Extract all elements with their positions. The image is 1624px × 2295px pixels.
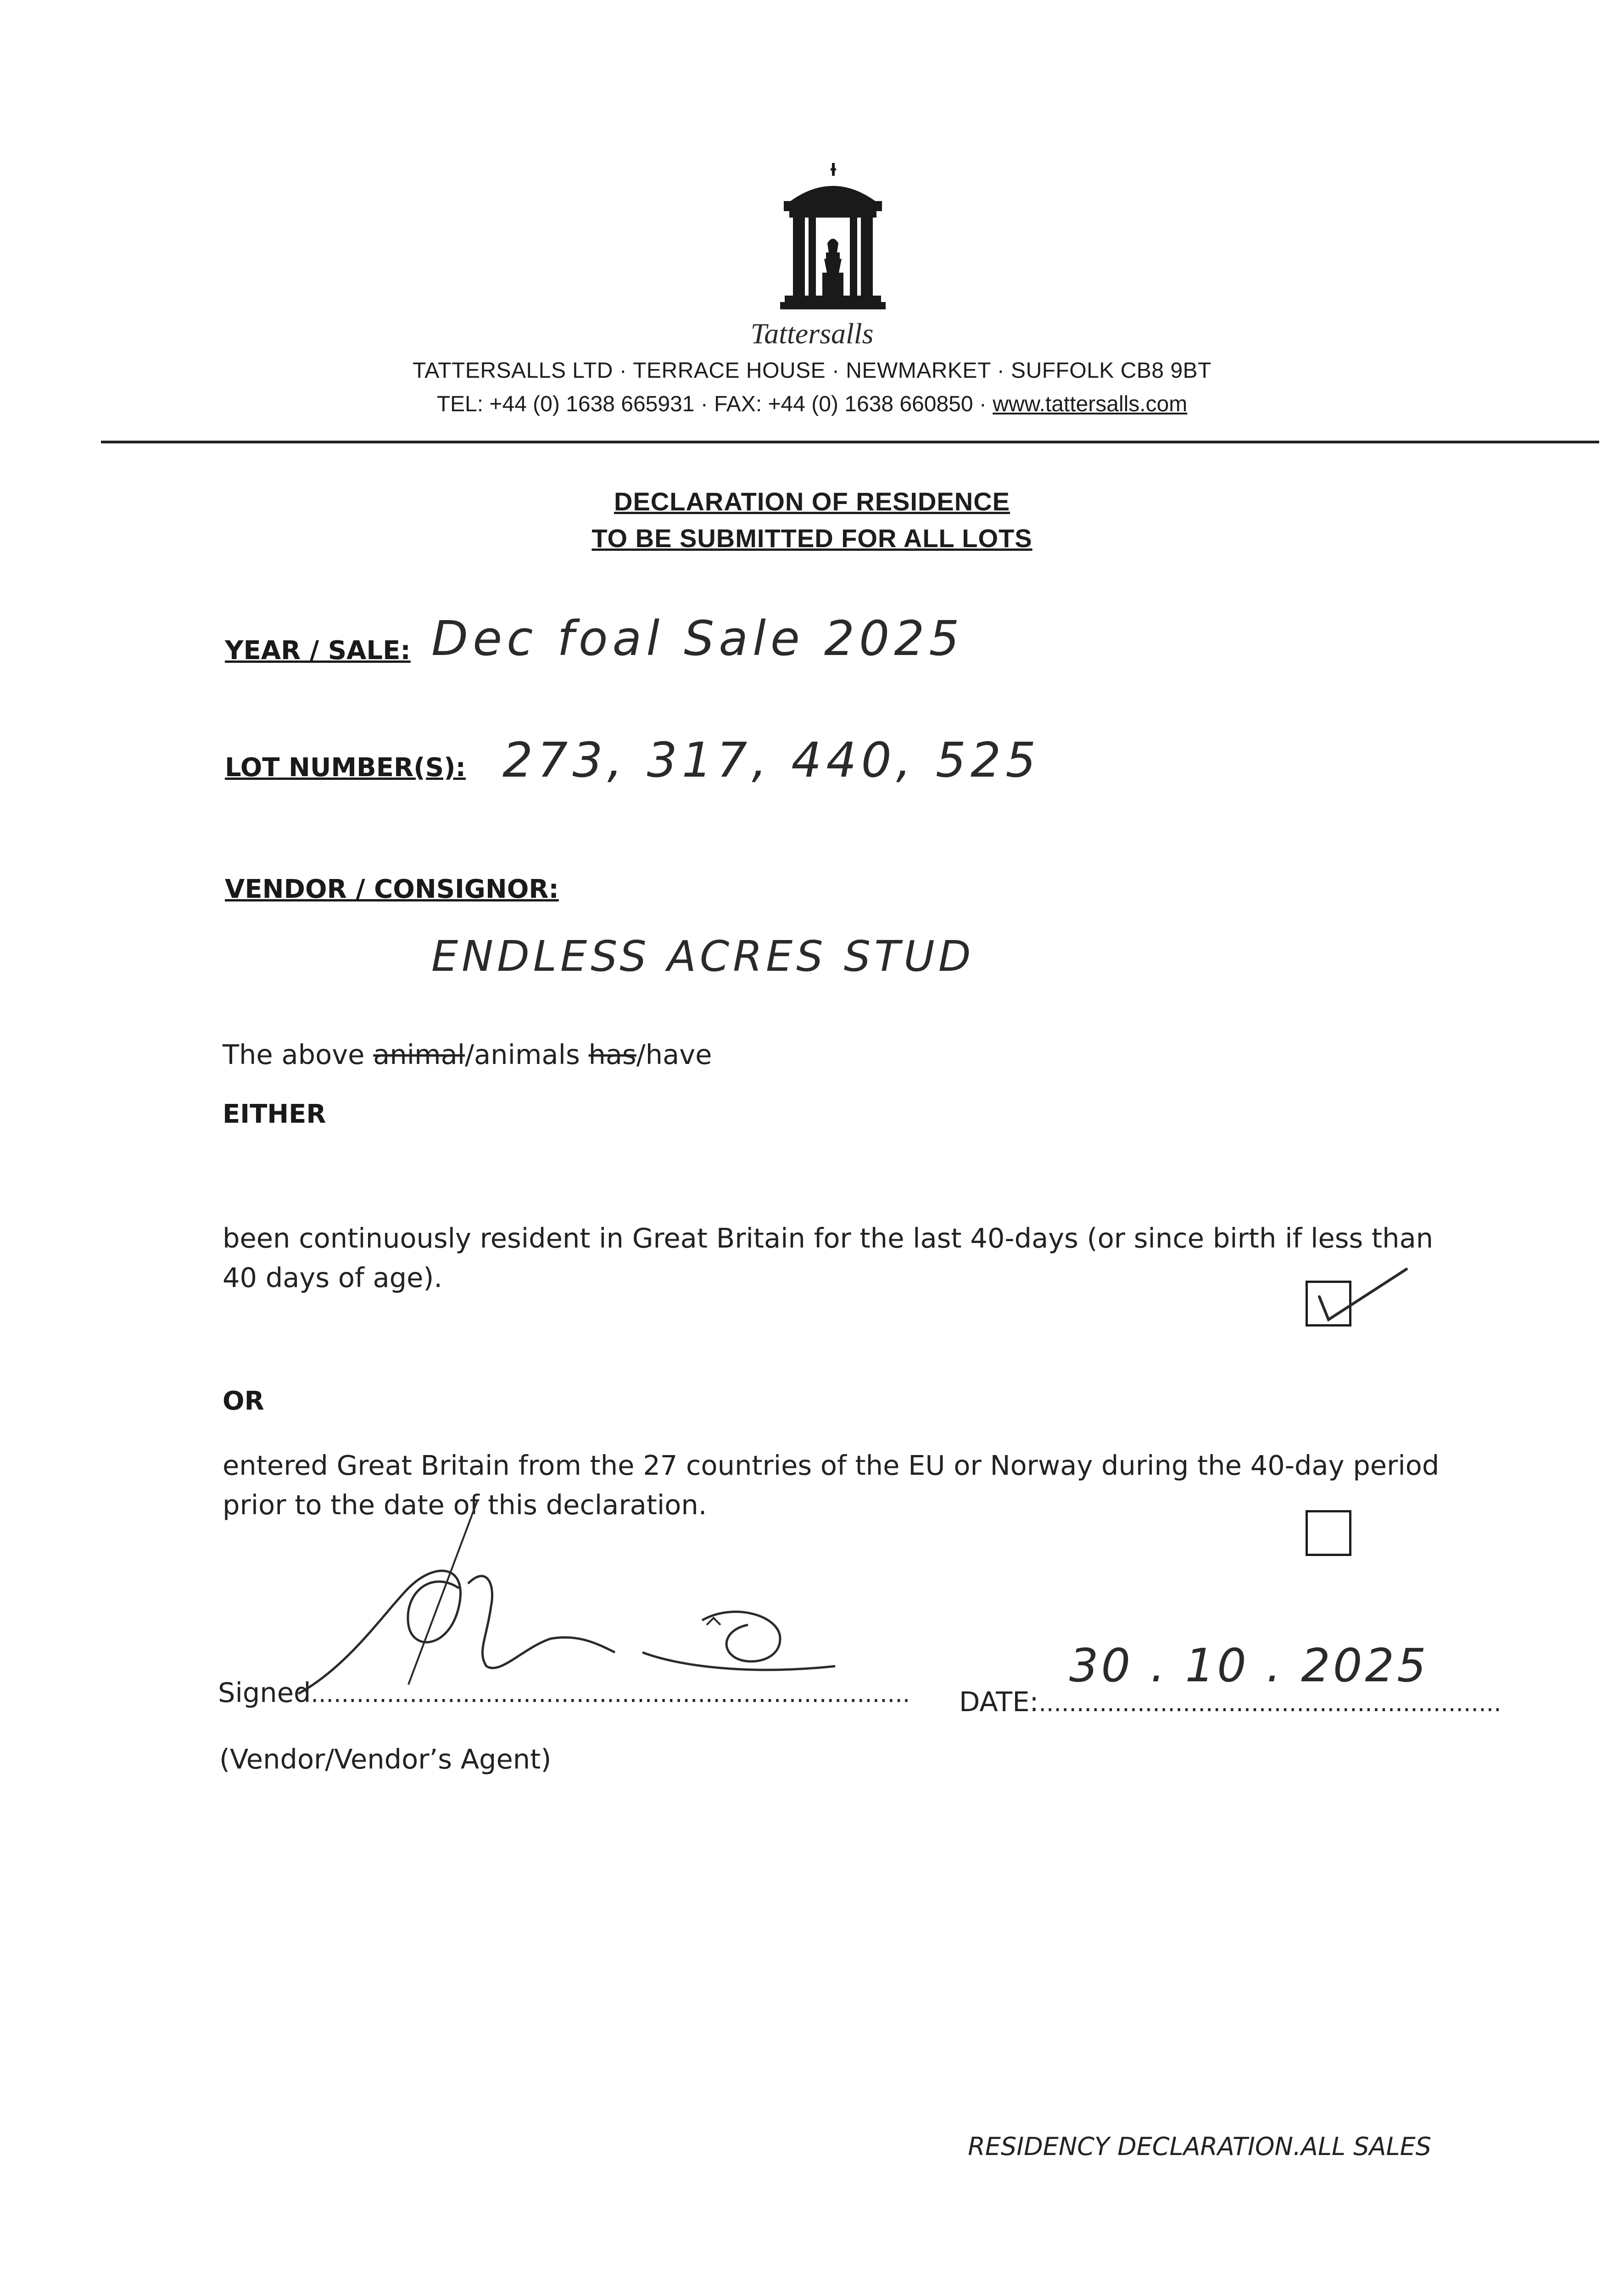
contact-numbers: TEL: +44 (0) 1638 665931 · FAX: +44 (0) 1638 660850 ·	[436, 392, 993, 416]
option1-text: been continuously resident in Great Britain for the last 40-days (or since birth if less than 40 days of age).	[223, 1222, 1434, 1293]
option2-text: entered Great Britain from the 27 countries of the EU or Norway during the 40-day period prior to the date of this declaration.	[223, 1450, 1440, 1521]
signed-line	[218, 1673, 910, 1714]
company-name: Tattersalls	[750, 317, 874, 350]
lot-numbers-value: 273, 317, 440, 525	[502, 732, 1041, 788]
statement-line	[223, 1035, 712, 1075]
company-contact	[0, 392, 1624, 417]
signed-label: Signed	[218, 1677, 311, 1708]
either-label: EITHER	[223, 1099, 326, 1129]
vendor-value: ENDLESS ACRES STUD	[431, 932, 975, 981]
signer-role: (Vendor/Vendor’s Agent)	[219, 1743, 552, 1775]
struck-animal: animal	[373, 1039, 465, 1070]
date-value: 30 . 10 . 2025	[1069, 1639, 1429, 1692]
header-divider	[101, 441, 1599, 443]
option1-checkbox[interactable]	[1306, 1281, 1351, 1327]
struck-has: has	[588, 1039, 636, 1070]
footer-reference: RESIDENCY DECLARATION.ALL SALES	[968, 2132, 1431, 2161]
year-sale-label: YEAR / SALE:	[225, 636, 411, 666]
company-address: TATTERSALLS LTD · TERRACE HOUSE · NEWMARKET · SUFFOLK CB8 9BT	[413, 358, 1211, 383]
or-label: OR	[223, 1386, 264, 1416]
date-dots: .............................................................	[1038, 1690, 1501, 1717]
date-label: DATE:	[959, 1686, 1039, 1718]
statement-suffix: /have	[636, 1039, 712, 1070]
signed-dots: ...............................................................................	[311, 1680, 910, 1708]
website-link[interactable]: www.tattersalls.com	[993, 392, 1188, 416]
check-mark-icon	[1310, 1265, 1411, 1329]
tattersalls-logo-icon	[780, 161, 886, 317]
document-title: DECLARATION OF RESIDENCE	[614, 487, 1010, 516]
lot-numbers-label: LOT NUMBER(S):	[225, 753, 466, 783]
vendor-label: VENDOR / CONSIGNOR:	[225, 874, 559, 904]
option2-checkbox[interactable]	[1306, 1510, 1351, 1556]
year-sale-value: Dec foal Sale 2025	[431, 610, 964, 666]
handwritten-signature	[294, 1501, 872, 1703]
document-subtitle: TO BE SUBMITTED FOR ALL LOTS	[592, 524, 1032, 553]
statement-prefix: The above	[223, 1039, 374, 1070]
statement-middle: /animals	[465, 1039, 589, 1070]
